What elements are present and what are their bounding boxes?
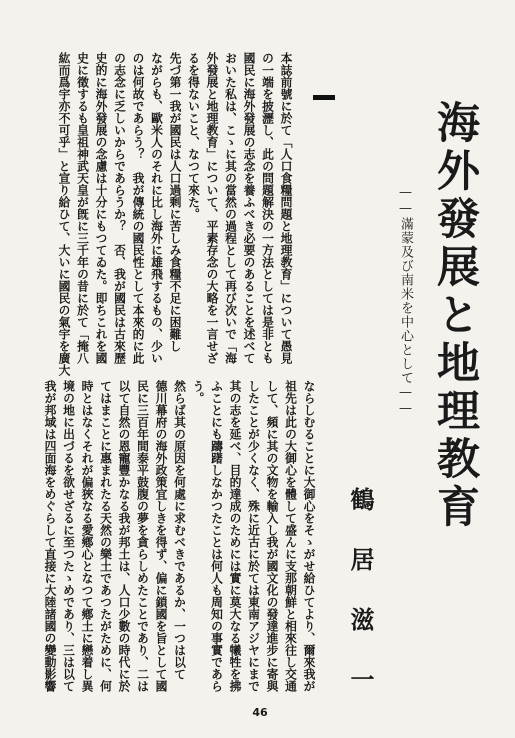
text-column: 其の志を延べ、目的達成のためには實に莫大なる犧牲を拂 — [228, 380, 242, 692]
text-column: したことが少くなく、殊に近古に於ては東南アジヤにまで — [246, 380, 261, 692]
text-column: 國民に海外發展の志念を養ふべき必要のあることを述べて — [242, 52, 256, 364]
text-column: 史的に海外發展の念慮は十分にもつてゐた。即ちこれを國 — [94, 52, 108, 364]
article-author: 鶴居滋一 — [346, 487, 375, 727]
text-column: 以て自然の恩寵豐かなる我が邦土は、人口少數の時代に於 — [117, 380, 131, 692]
text-column: 我が邦域は四面海をめぐらして直接に大陸諸國の變動影響 — [43, 380, 57, 692]
text-column: 先づ第一我が國民は人口過剩に苦しみ食糧不足に困難し — [168, 52, 182, 352]
text-column: てはまことに惠まれたる天然の樂土であつたがために、何 — [98, 380, 113, 692]
text-column: 然らば其の原因を何處に求むべきであるか、一つは以て — [172, 380, 187, 680]
text-column: のは何故であらう？ 我が傳統の國民性として本來的に此 — [131, 52, 145, 364]
body-text-lower — [40, 380, 318, 710]
text-column: の志念に乏しいからであらうか？ 否、我が國民は古來歷 — [112, 52, 127, 364]
text-column: の一端を披瀝し、此の問題解決の一方法としては是非とも — [260, 52, 275, 364]
article-subtitle: ——滿蒙及び南米を中心として—— — [398, 185, 413, 417]
body-text-upper — [45, 52, 295, 376]
text-column: 境の地に出づるを欲せざるに至つたゝめであり、三は以て — [61, 380, 76, 692]
article-title: 海外發展と地理教育 — [430, 100, 480, 532]
text-column: 本誌前號に於て「人口食糧問題と地理教育」について愚見 — [279, 52, 293, 364]
text-column: ならしむることに大御心をそゝがせ給ひてより、爾來我が — [302, 380, 316, 692]
text-column: 德川幕府の海外政策宜しきを得ず、偏に鎖國を旨として國 — [154, 380, 168, 692]
text-column: 紘而爲宇亦不可乎」と宣り給ひて、大いに國民の氣宇を廣大 — [57, 52, 71, 376]
text-column: 史に徵するも皇祖神武天皇が旣に三千年の昔に於て「掩八 — [75, 52, 90, 364]
text-column: ながらも、歐米人のそれに比し海外に雄飛するもの、少い — [149, 52, 164, 364]
page-number: 46 — [252, 706, 268, 719]
text-column: 祖先は此の大御心を體して盛んに支那朝鮮と相來往し交通 — [283, 380, 298, 692]
text-column: して、頻に其の文物を輸入し我が國文化の發達進步に寄與 — [265, 380, 279, 692]
text-column: ふことにも躊躇しなかつたことは何人も周知の事實であら — [209, 380, 224, 692]
section-divider — [28, 368, 313, 369]
section-number — [313, 95, 335, 100]
text-column: 民に三百年間泰平鼓腹の夢を貪らしめたことであり、二は — [135, 380, 150, 692]
text-column: 外發展と地理教育」について、平素存念の大略を一言せざ — [205, 52, 219, 364]
text-column: う。 — [191, 380, 205, 404]
text-column: 時とはなくそれが偏狹なる愛鄕心となつて鄕土に戀着し異 — [80, 380, 94, 692]
text-column: るを得ないこと、なつて來た。 — [186, 52, 201, 220]
text-column: おいた私は、こゝに其の當然の過程として再び次いで「海 — [223, 52, 238, 364]
